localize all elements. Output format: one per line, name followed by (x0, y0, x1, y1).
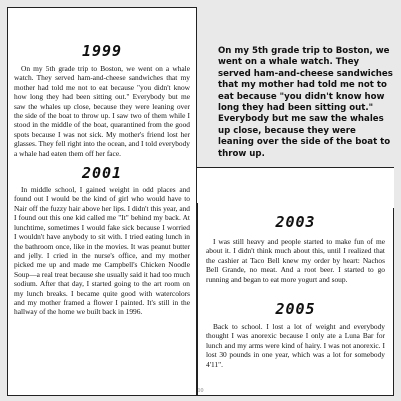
panel-outline-mask (198, 168, 394, 208)
paragraph-1999: On my 5th grade trip to Boston, we went on a whale watch. They served ham-and-cheese sandwiches that my mother had told me not to eat because "you didn't know how long they had been sitting out." Everybody but me saw the whales up close, because they were leaning over the side of the boat to throw up. I saw two of them while I stood in the middle of the boat, quarantined from the good spots because I was not sick. My mother's friend lost her glasses. They fell right into the ocean, and I told everybody a whale had eaten them off her face. (14, 64, 190, 158)
right-bottom-text-panel (197, 203, 394, 396)
year-heading-2003: 2003 (275, 213, 316, 231)
year-heading-2001: 2001 (81, 164, 123, 183)
paragraph-2003: I was still heavy and people started to make fun of me about it. I didn't think much about this, until I realized that the cashier at Taco Bell knew my order by heart: Nachos Bell Grande, no meat. And a root beer. I started to go running and began to eat more yogurt and soup. (206, 237, 385, 284)
pull-quote: On my 5th grade trip to Boston, we went on a whale watch. They served ham-and-cheese sandwiches that my mother had told me not to eat because "you didn't know how long they had been sitting out." Everybody but me saw the whales up close, because they were leaning over the side of the boat to throw up. (218, 46, 393, 159)
year-heading-2005: 2005 (275, 300, 316, 319)
year-heading-1999: 1999 (81, 42, 123, 60)
paragraph-2001: In middle school, I gained weight in odd places and found out I would be the kind of girl who would have to Nair off the fuzzy hair above her lips. I didn't this year, and I found out this one kid called me "It" behind my back. At lunchtime, sometimes I would fake sick because I worried I wouldn't have anybody to sit with. I tried eating lunch in the bathroom once, like in the movies. It was peanut butter and jelly. I cried in the nurse's office, and my mother picked me up and made me Campbell's Chicken Noodle Soup—a real treat because she usually said it had too much sodium. After that day, I started going to the art room on my lunch breaks. I became quite good with watercolors and my mother framed a flower I painted. It's still in the hallway of the home we built back in 1996. (14, 185, 190, 317)
left-text-panel (7, 7, 197, 396)
page-number: 10 (197, 388, 204, 394)
paragraph-2005: Back to school. I lost a lot of weight and everybody thought I was anorexic because I only ate a Luna Bar for lunch and my arms were kind of hairy. I was not anorexic. I lost 30 pounds in one year, which was a lot for somebody 4'11". (206, 322, 385, 369)
